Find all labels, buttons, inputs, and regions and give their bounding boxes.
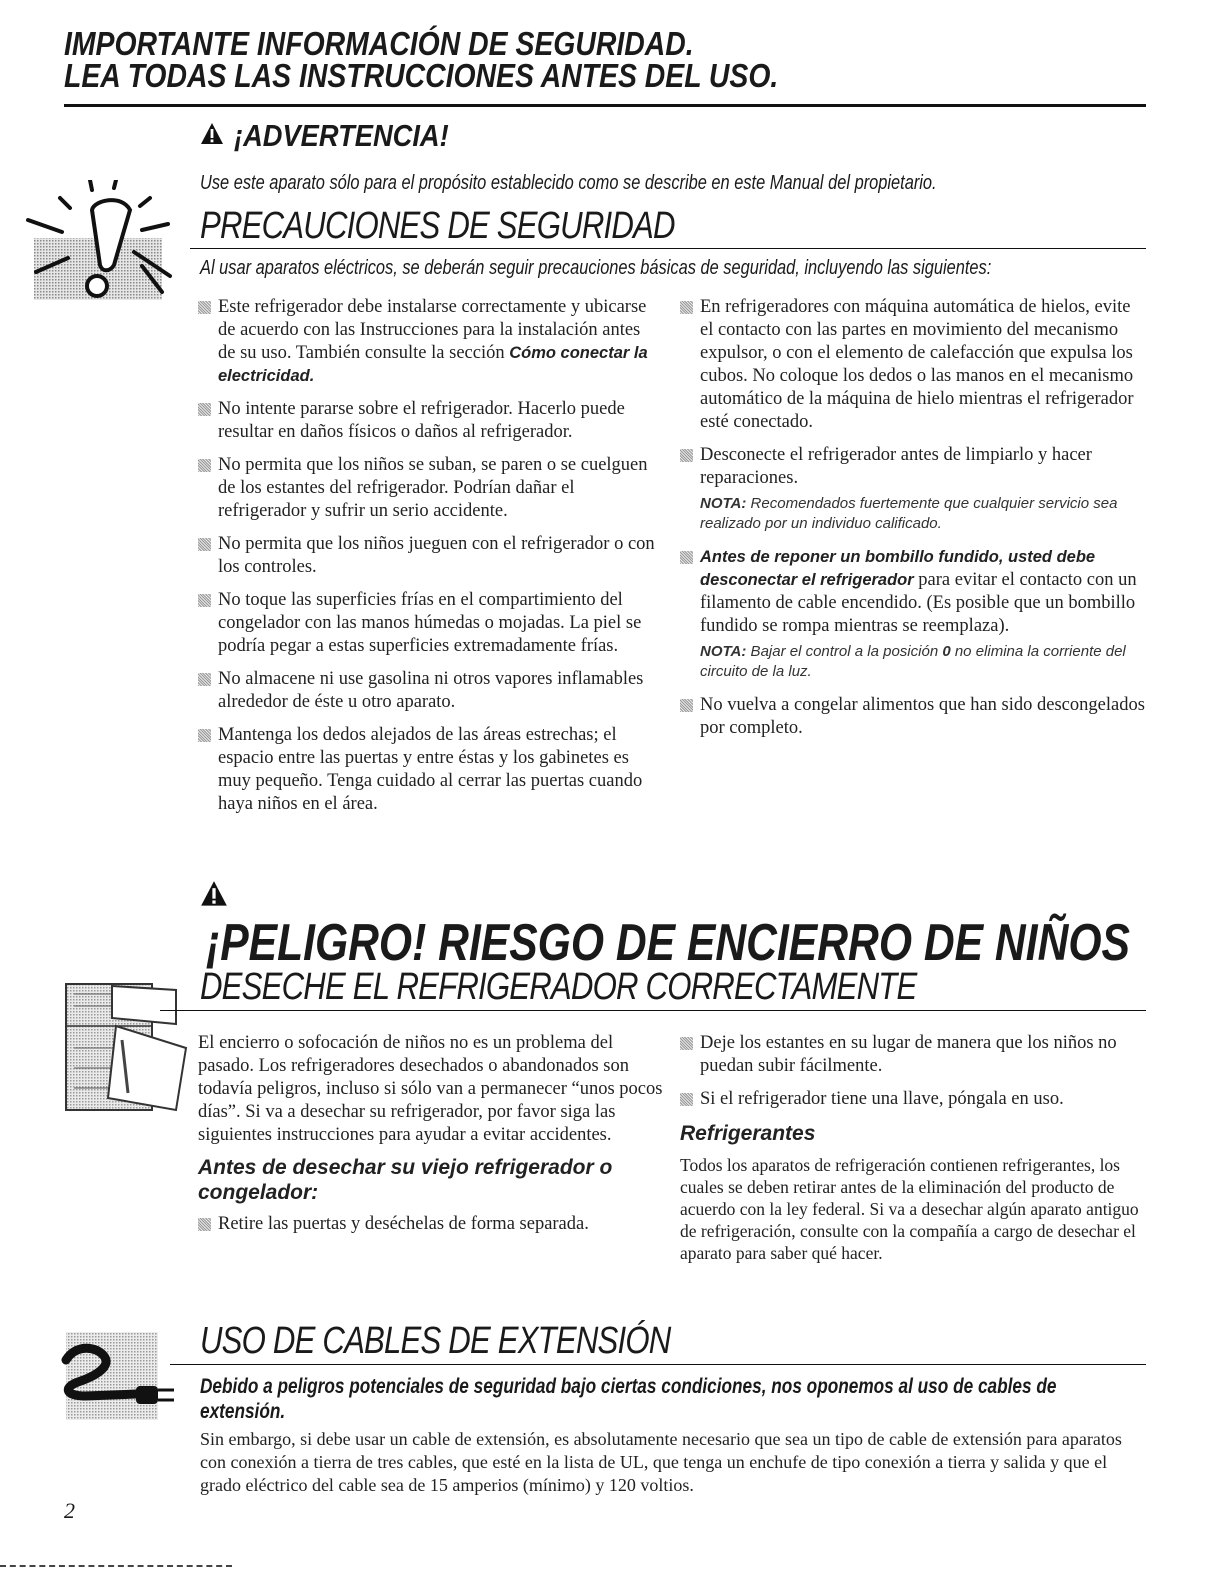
precautions-left-column <box>198 296 658 826</box>
list-item: Mantenga los dedos alejados de las áreas estrechas; el espacio entre las puertas y entre éstas y los gabinetes es muy pequeño. Tenga cuidado al cerrar las puertas cuando haya niños en el área. <box>198 724 658 816</box>
bullet-icon <box>198 1218 211 1231</box>
disposal-right-column <box>680 1032 1146 1264</box>
precautions-rule <box>190 248 1146 249</box>
link-connect-electricity: Cómo conectar la electricidad. <box>218 344 648 385</box>
bullet-icon <box>680 551 693 564</box>
disposal-rule <box>160 1010 1146 1011</box>
warning-triangle-icon <box>200 122 224 151</box>
header-line-1: IMPORTANTE INFORMACIÓN DE SEGURIDAD. <box>64 25 694 62</box>
bullet-icon <box>198 673 211 686</box>
warning-subtitle: Use este aparato sólo para el propósito establecido como se describe en este Manual del propietario. <box>200 172 937 194</box>
bullet-icon <box>198 403 211 416</box>
page-number: 2 <box>64 1498 75 1523</box>
warning-title-row <box>200 118 478 154</box>
extension-rule <box>170 1364 1146 1365</box>
precautions-right-column <box>680 296 1146 750</box>
bullet-icon <box>198 729 211 742</box>
list-item: No intente pararse sobre el refrigerador. Hacerlo puede resultar en daños físicos o daños al refrigerador. <box>198 398 658 444</box>
list-item: Si el refrigerador tiene una llave, póngala en uso. <box>680 1088 1146 1111</box>
precautions-intro: Al usar aparatos eléctricos, se deberán seguir precauciones básicas de seguridad, incluyendo las siguientes: <box>200 257 992 279</box>
bullet-icon <box>198 301 211 314</box>
header <box>64 26 895 94</box>
list-item: No permita que los niños jueguen con el refrigerador o con los controles. <box>198 533 658 579</box>
list-item: No vuelva a congelar alimentos que han sido descongelados por completo. <box>680 694 1146 740</box>
bullet-icon <box>680 1093 693 1106</box>
bullet-icon <box>198 594 211 607</box>
alert-exclamation-icon <box>22 180 187 310</box>
bullet-icon <box>198 459 211 472</box>
list-item: En refrigeradores con máquina automática de hielos, evite el contacto con las partes en movimiento del mecanismo expulsor, o con el elemento de calefacción que expulsa los cubos. No coloque los dedos o las manos en el mecanismo automático de la máquina de hielo mientras el refrigerador esté conectado. <box>680 296 1146 434</box>
danger-title-row <box>200 880 1211 973</box>
bullet-icon <box>680 301 693 314</box>
list-item: No permita que los niños se suban, se paren o se cuelguen de los estantes del refrigerador. Podrían dañar el refrigerador y sufrir un serio accidente. <box>198 454 658 523</box>
extension-intro: Debido a peligros potenciales de seguridad bajo ciertas condiciones, nos oponemos al uso de cables de extensión. <box>200 1375 1057 1423</box>
bullet-icon <box>198 538 211 551</box>
header-rule <box>64 104 1146 107</box>
bullet-icon <box>680 699 693 712</box>
refrigerants-text: Todos los aparatos de refrigeración contienen refrigerantes, los cuales se deben retirar antes de la eliminación del producto de acuerdo con la ley federal. Si va a desechar algún aparato antiguo de refrigeración, consulte con la compañía a cargo de desechar el aparato para saber qué hacer. <box>680 1155 1139 1263</box>
warning-triangle-icon <box>200 880 228 913</box>
disposal-title: DESECHE EL REFRIGERADOR CORRECTAMENTE <box>200 966 917 1008</box>
danger-title: ¡PELIGRO! RIESGO DE ENCIERRO DE NIÑOS <box>206 914 1130 972</box>
warning-title: ¡ADVERTENCIA! <box>234 118 449 153</box>
refrigerator-icon <box>64 978 190 1118</box>
header-line-2: LEA TODAS LAS INSTRUCCIONES ANTES DEL USO. <box>64 57 779 94</box>
list-item: No toque las superficies frías en el compartimiento del congelador con las manos húmedas o mojadas. La piel se podría pegar a estas superficies extremadamente frías. <box>198 589 658 658</box>
bullet-icon <box>680 449 693 462</box>
note-light-circuit: NOTA: Bajar el control a la posición 0 no elimina la corriente del circuito de la luz. <box>700 643 1126 680</box>
bottom-divider <box>0 1565 232 1567</box>
note-service: NOTA: Recomendados fuertemente que cualquier servicio sea realizado por un individuo calificado. <box>700 495 1118 532</box>
list-item: Antes de reponer un bombillo fundido, usted debe desconectar el refrigerador para evitar el contacto con un filamento de cable encendido. (Es posible que un bombillo fundido se rompa mientras se reemplaza). <box>680 546 1146 638</box>
disposal-before-heading: Antes de desechar su viejo refrigerador o congelador: <box>198 1156 613 1204</box>
bullet-icon <box>680 1037 693 1050</box>
list-item: Desconecte el refrigerador antes de limpiarlo y hacer reparaciones. <box>680 444 1146 490</box>
extension-title: USO DE CABLES DE EXTENSIÓN <box>200 1320 671 1362</box>
list-item: Retire las puertas y deséchelas de forma separada. <box>198 1213 668 1236</box>
list-item: Deje los estantes en su lugar de manera que los niños no puedan subir fácilmente. <box>680 1032 1146 1078</box>
disposal-intro: El encierro o sofocación de niños no es un problema del pasado. Los refrigeradores desechados o abandonados son todavía peligros, incluso si sólo van a permanecer “unos pocos días”. Si va a desechar su refrigerador, por favor siga las siguientes instrucciones para ayudar a evitar accidentes. <box>198 1033 663 1145</box>
extension-text: Sin embargo, si debe usar un cable de extensión, es absolutamente necesario que sea un tipo de cable de extensión para aparatos con conexión a tierra de tres cables, que esté en la lista de UL, que tenga un enchufe de tipo conexión a tierra y salida y que el grado eléctrico del cable sea de 15 amperios (mínimo) y 120 voltios. <box>200 1429 1122 1495</box>
precautions-title: PRECAUCIONES DE SEGURIDAD <box>200 205 675 247</box>
refrigerants-heading: Refrigerantes <box>680 1122 816 1145</box>
list-item: Este refrigerador debe instalarse correctamente y ubicarse de acuerdo con las Instrucciones para la instalación antes de su uso. También consulte la sección Cómo conectar la electricidad. <box>198 296 658 388</box>
plug-icon <box>56 1330 182 1431</box>
disposal-left-column <box>198 1032 668 1246</box>
list-item: No almacene ni use gasolina ni otros vapores inflamables alrededor de éste u otro aparato. <box>198 668 658 714</box>
